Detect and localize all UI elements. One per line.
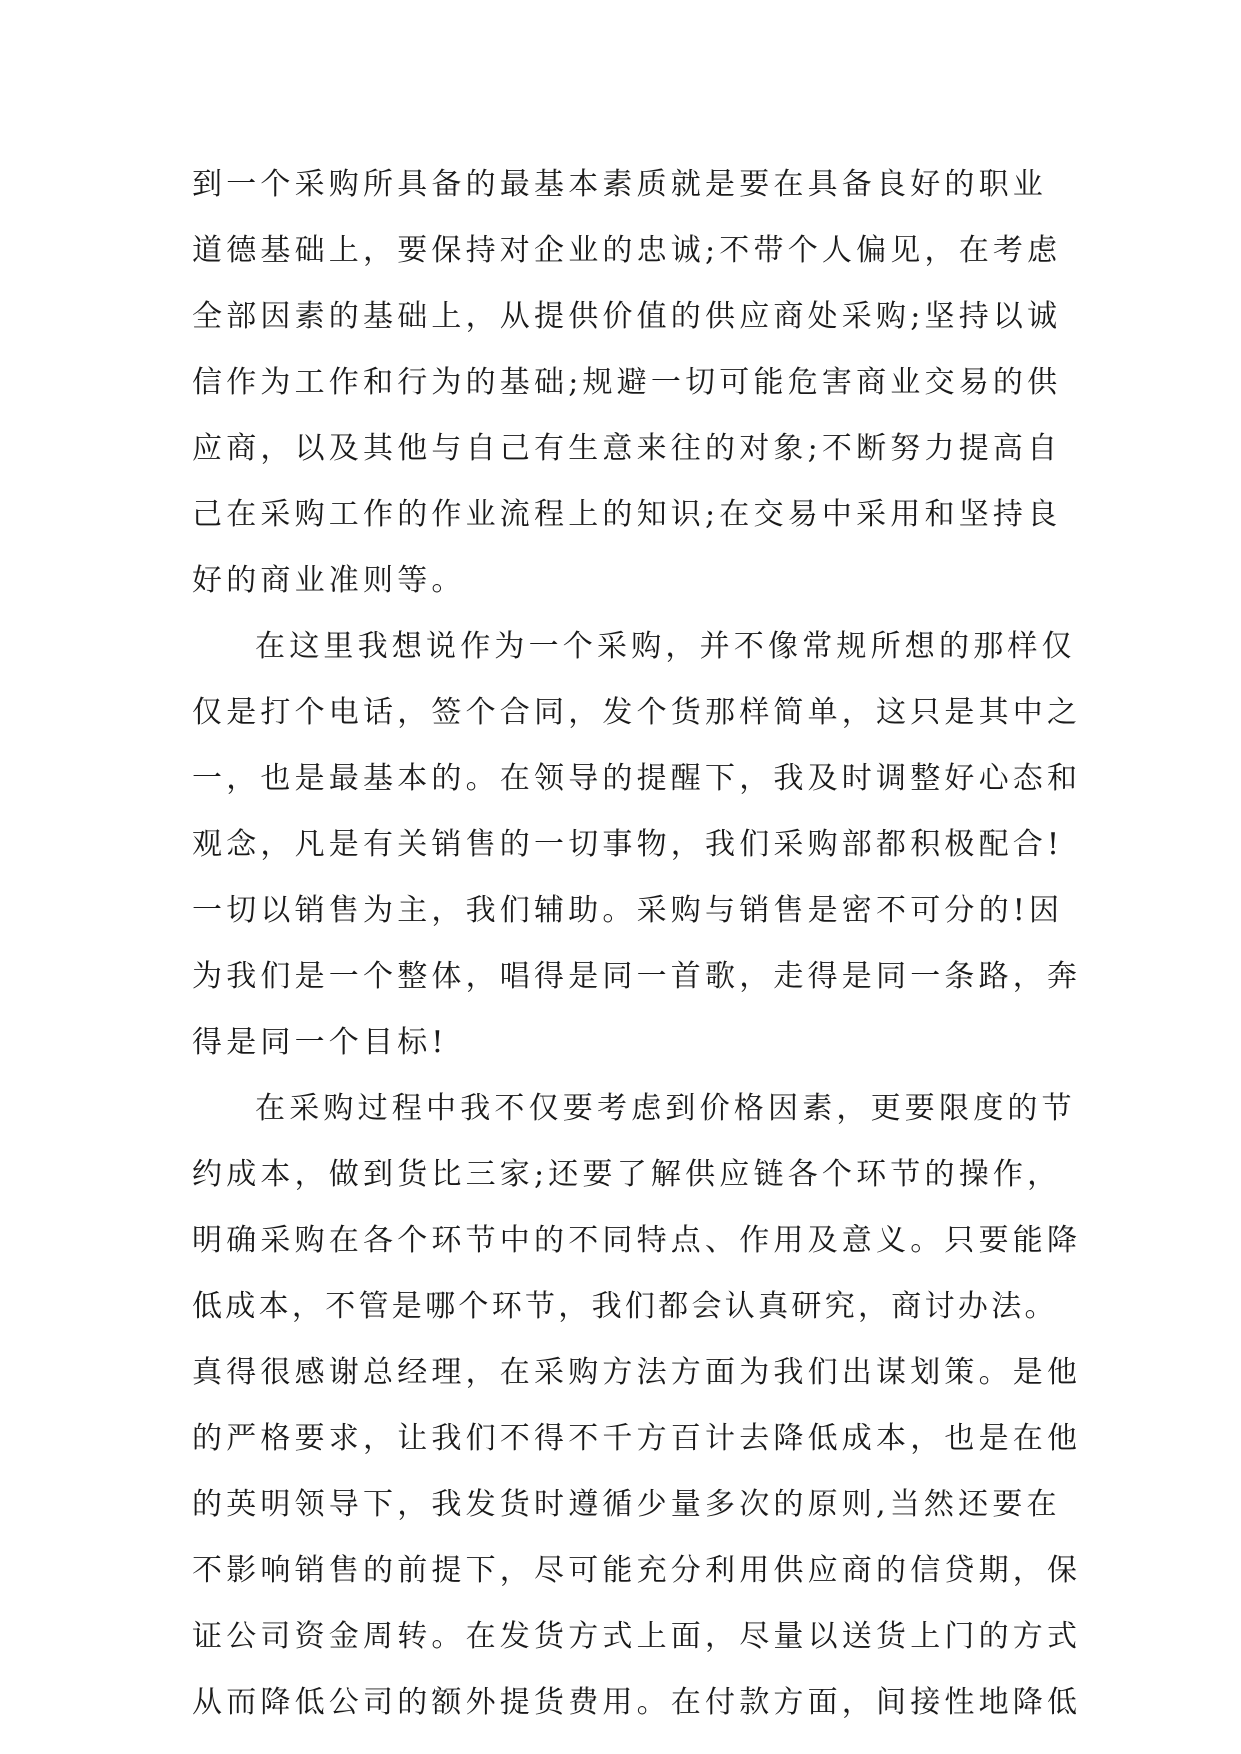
text-line: 不影响销售的前提下，尽可能充分利用供应商的信贷期，保	[192, 1553, 1082, 1588]
text-line: 明确采购在各个环节中的不同特点、作用及意义。只要能降	[192, 1223, 1082, 1258]
text-line: 证公司资金周转。在发货方式上面，尽量以送货上门的方式	[192, 1619, 1082, 1654]
text-line: 一，也是最基本的。在领导的提醒下，我及时调整好心态和	[192, 761, 1082, 796]
text-line: 好的商业准则等。	[192, 563, 466, 598]
paragraph-first-line: 在这里我想说作为一个采购，并不像常规所想的那样仅	[255, 629, 1076, 664]
text-line: 低成本，不管是哪个环节，我们都会认真研究，商讨办法。	[192, 1289, 1058, 1324]
text-line: 道德基础上，要保持对企业的忠诚;不带个人偏见，在考虑	[192, 233, 1062, 268]
text-line: 从而降低公司的额外提货费用。在付款方面，间接性地降低	[192, 1685, 1082, 1720]
paragraph-first-line: 在采购过程中我不仅要考虑到价格因素，更要限度的节	[255, 1091, 1076, 1126]
text-line: 信作为工作和行为的基础;规避一切可能危害商业交易的供	[192, 365, 1062, 400]
text-line: 仅是打个电话，签个合同，发个货那样简单，这只是其中之	[192, 695, 1082, 730]
text-line: 的严格要求，让我们不得不千方百计去降低成本，也是在他	[192, 1421, 1082, 1456]
document-body	[192, 152, 1082, 1736]
text-line: 一切以销售为主，我们辅助。采购与销售是密不可分的!因	[192, 893, 1064, 928]
text-line: 观念，凡是有关销售的一切事物，我们采购部都积极配合!	[192, 827, 1064, 862]
text-line: 为我们是一个整体，唱得是同一首歌，走得是同一条路，奔	[192, 959, 1082, 994]
text-line: 的英明领导下，我发货时遵循少量多次的原则,当然还要在	[192, 1487, 1061, 1522]
text-line: 全部因素的基础上，从提供价值的供应商处采购;坚持以诚	[192, 299, 1062, 334]
text-line: 得是同一个目标!	[192, 1025, 448, 1060]
text-line: 约成本，做到货比三家;还要了解供应链各个环节的操作，	[192, 1157, 1062, 1192]
text-line: 己在采购工作的作业流程上的知识;在交易中采用和坚持良	[192, 497, 1062, 532]
text-line: 真得很感谢总经理，在采购方法方面为我们出谋划策。是他	[192, 1355, 1082, 1390]
text-line: 应商，以及其他与自己有生意来往的对象;不断努力提高自	[192, 431, 1062, 466]
text-line: 到一个采购所具备的最基本素质就是要在具备良好的职业	[192, 167, 1047, 202]
